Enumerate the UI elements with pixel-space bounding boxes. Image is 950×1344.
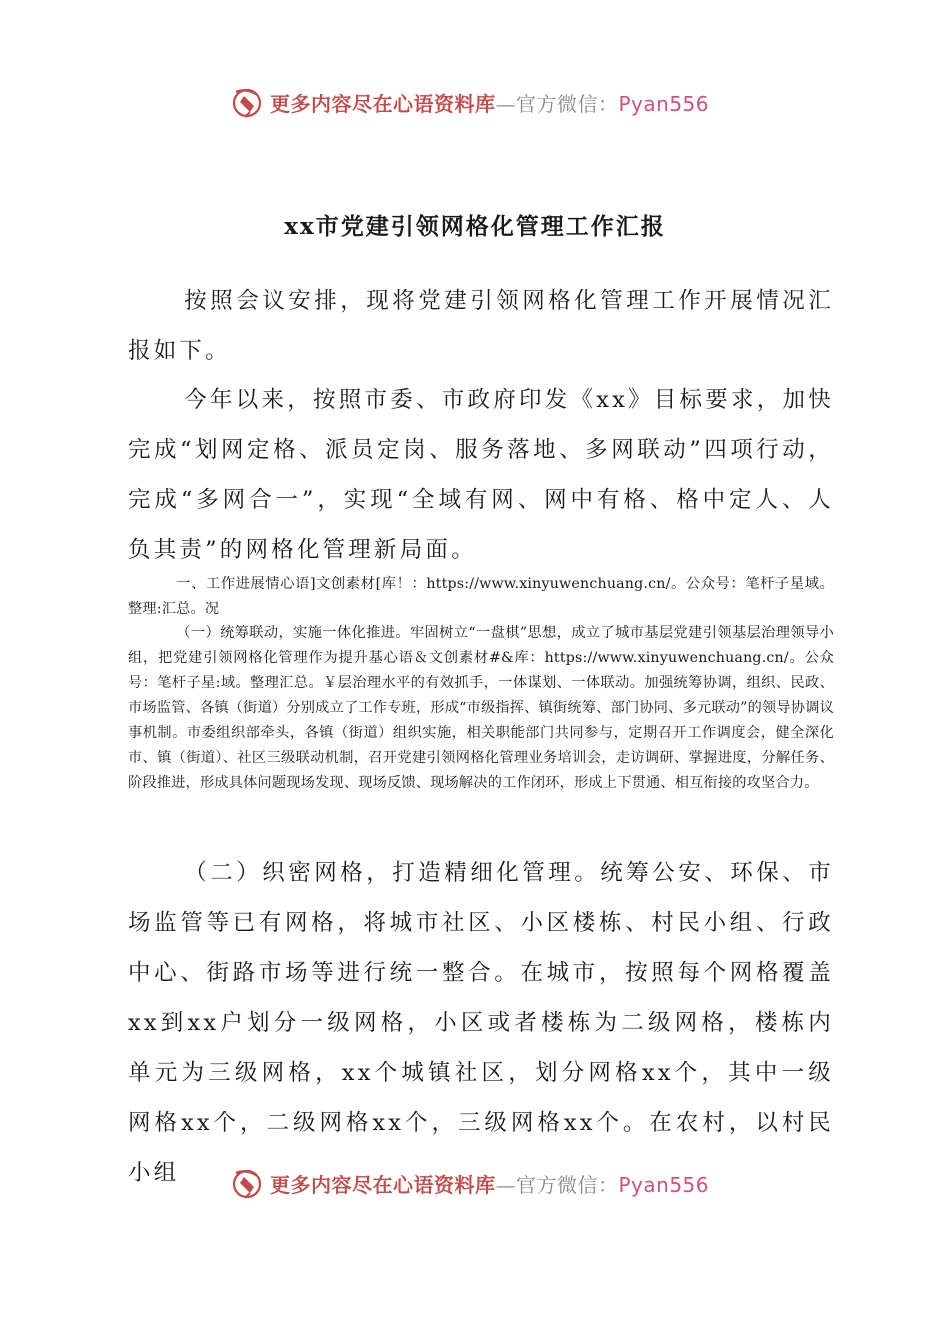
banner-wechat-id: Pyan556 [618,92,710,116]
subsection-paragraph-1: （一）统筹联动，实施一体化推进。牢固树立“一盘棋”思想，成立了城市基层党建引领基层治理领导小组，把党建引领网格化管理作为提升基心语＆文创素材#&库：https://www.xinyuwenchuang.cn/。公众号：笔杆子星:域。整理汇总。￥层治理水平的有效抓手，一体谋划、一体联动。加强统筹协调，组织、民政、市场监管、各镇（街道）分别成立了工作专班，形成“市级指挥、镇街统筹、部门协同、多元联动”的领导协调议事机制。市委组织部牵头，各镇（街道）组织实施，相关职能部门共同参与，定期召开工作调度会，健全深化市、镇（街道）、社区三级联动机制，召开党建引领网格化管理业务培训会，走访调研、掌握进度，分解任务、阶段推进，形成具体问题现场发现、现场反馈、现场解决的工作闭环，形成上下贯通、相互衔接的攻坚合力。 [128,625,834,791]
overview-paragraph: 今年以来，按照市委、市政府印发《xx》目标要求，加快完成“划网定格、派员定岗、服务落地、多网联动”四项行动，完成“多网合一”，实现“全域有网、网中有格、格中定人、人负其责”的网格化管理新局面。 [128,387,834,563]
pen-logo-icon [230,1165,266,1201]
banner-wechat-label: 官方微信： [516,1173,619,1197]
banner-main-text: 更多内容尽在心语资料库 [270,1173,496,1197]
banner-main-text: 更多内容尽在心语资料库 [270,92,496,116]
document-title: xx市党建引领网格化管理工作汇报 [284,213,666,240]
subsection-paragraph-2: （二）织密网格，打造精细化管理。统筹公安、环保、市场监管等已有网格，将城市社区、小区楼栋、村民小组、行政中心、街路市场等进行统一整合。在城市，按照每个网格覆盖xx到xx户划分一级网格，小区或者楼栋为二级网格，楼栋内单元为三级网格，xx个城镇社区，划分网格xx个，其中一级网格xx个，二级网格xx个，三级网格xx个。在农村，以村民小组 [128,860,834,1186]
intro-paragraph: 按照会议安排，现将党建引领网格化管理工作开展情况汇报如下。 [128,288,834,364]
banner-wechat-id: Pyan556 [618,1173,710,1197]
section-heading: 一、工作进展情心语]文创素材[库！：https://www.xinyuwenchuang.cn/。公众号：笔杆子星域。整理:汇总。况 [128,576,834,617]
footer-banner [0,1161,950,1205]
banner-separator: — [495,92,516,116]
pen-logo-icon [230,84,266,120]
banner-separator: — [495,1173,516,1197]
header-banner [0,80,950,124]
banner-wechat-label: 官方微信： [516,92,619,116]
